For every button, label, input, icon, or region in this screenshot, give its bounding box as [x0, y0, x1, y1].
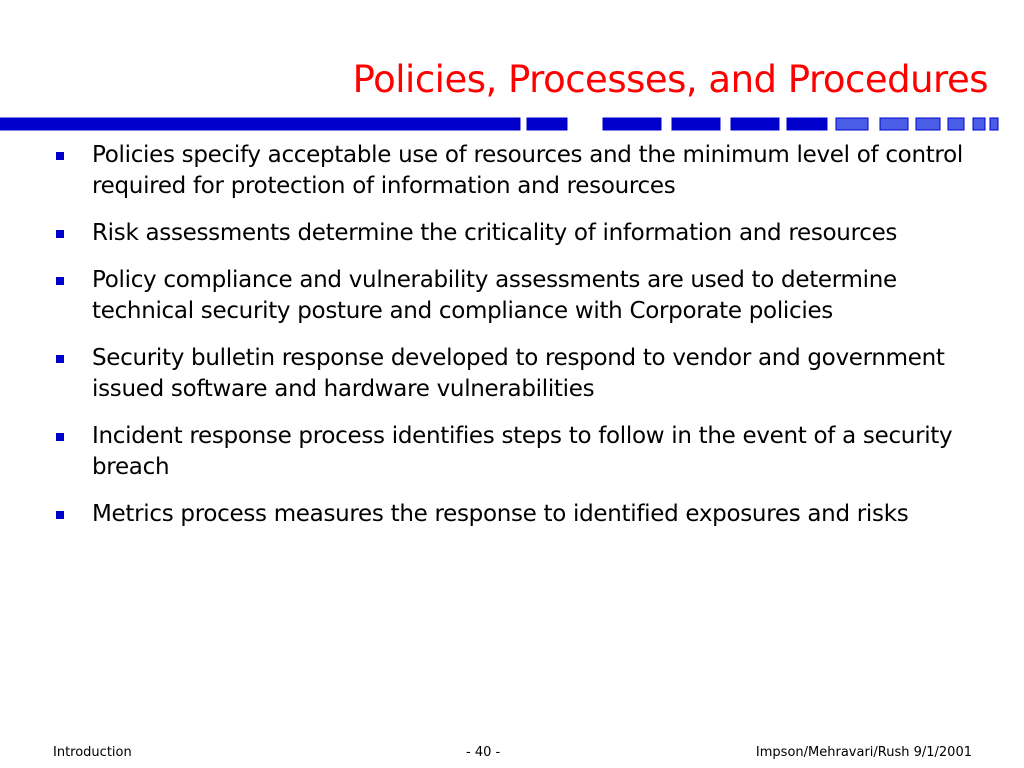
rule-segment — [0, 118, 520, 130]
rule-segment — [836, 118, 868, 130]
list-item — [56, 343, 976, 405]
rule-segment — [527, 118, 567, 130]
bullet-list — [56, 140, 976, 546]
bullet-text: Policies specify acceptable use of resources and the minimum level of control required for protection of information and resources — [92, 142, 963, 199]
list-item — [56, 218, 976, 249]
rule-segment — [973, 118, 985, 130]
rule-segment — [990, 118, 998, 130]
rule-segment — [880, 118, 908, 130]
title-divider-rule — [0, 117, 1024, 131]
square-bullet-icon — [56, 511, 64, 519]
square-bullet-icon — [56, 230, 64, 238]
slide-title: Policies, Processes, and Procedures — [352, 58, 988, 101]
rule-segment — [916, 118, 940, 130]
list-item — [56, 499, 976, 530]
footer-page-number: - 40 - — [466, 745, 501, 760]
footer-authors-date: Impson/Mehravari/Rush 9/1/2001 — [755, 745, 972, 760]
square-bullet-icon — [56, 277, 64, 285]
bullet-text: Policy compliance and vulnerability assessments are used to determine technical security posture and compliance with Corporate policies — [92, 267, 897, 324]
rule-segment — [731, 118, 779, 130]
rule-segment — [948, 118, 964, 130]
bullet-text: Metrics process measures the response to identified exposures and risks — [92, 501, 909, 527]
footer-section-label: Introduction — [53, 745, 132, 760]
bullet-text: Risk assessments determine the criticality of information and resources — [92, 220, 898, 246]
square-bullet-icon — [56, 433, 64, 441]
square-bullet-icon — [56, 152, 64, 160]
list-item — [56, 265, 976, 327]
rule-segment — [672, 118, 720, 130]
list-item — [56, 421, 976, 483]
rule-segment — [603, 118, 661, 130]
bullet-text: Incident response process identifies steps to follow in the event of a security breach — [92, 423, 953, 480]
square-bullet-icon — [56, 355, 64, 363]
rule-segment — [787, 118, 827, 130]
list-item — [56, 140, 976, 202]
bullet-text: Security bulletin response developed to respond to vendor and government issued software and hardware vulnerabilities — [92, 345, 945, 402]
